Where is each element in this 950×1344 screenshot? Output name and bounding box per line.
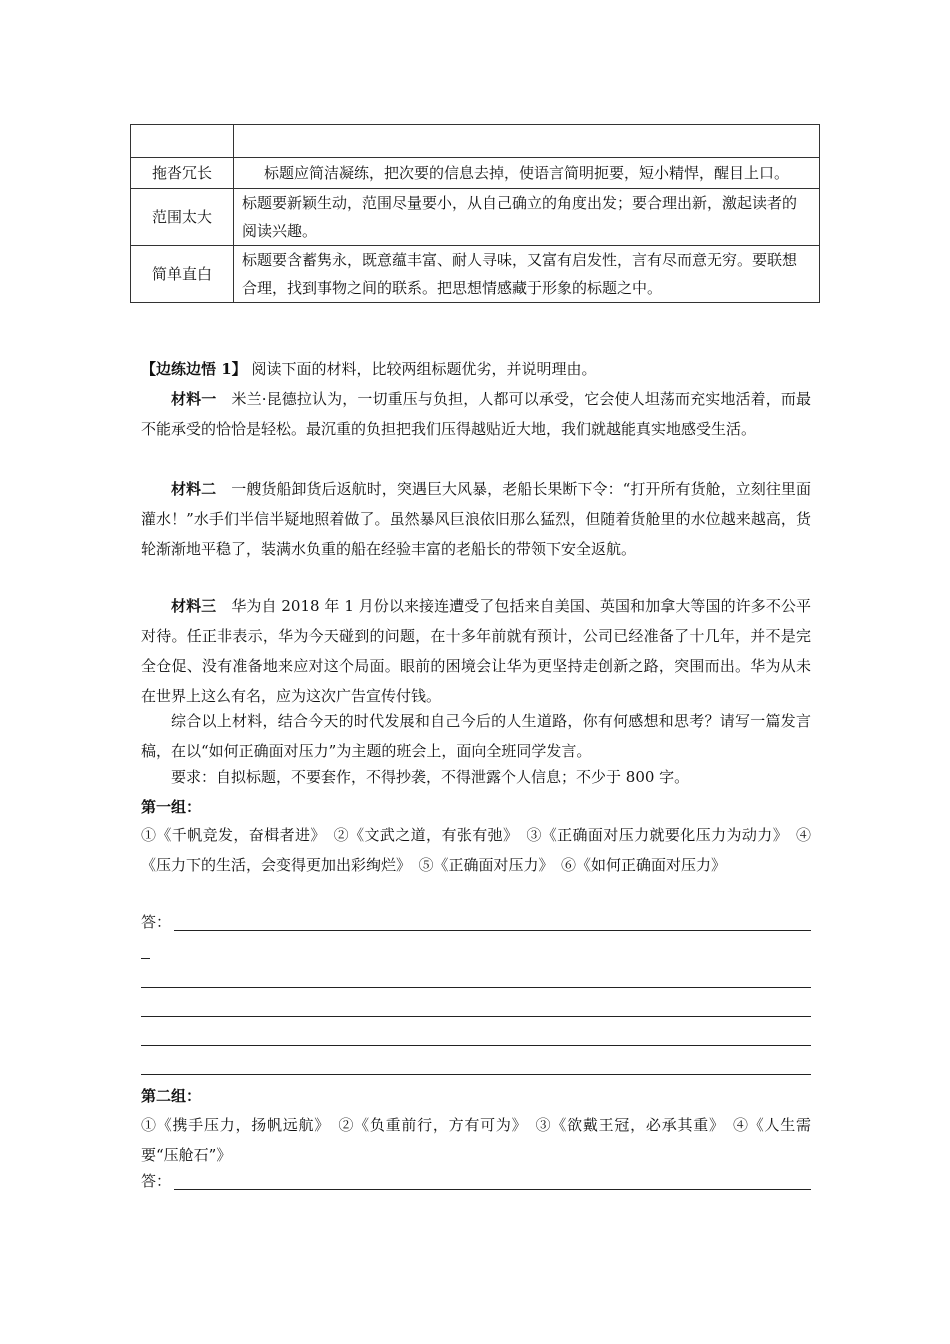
task-paragraph: 综合以上材料，结合今天的时代发展和自己今后的人生道路，你有何感想和思考？请写一篇发言稿，在以“如何正确面对压力”为主题的班会上，面向全班同学发言。 — [141, 712, 811, 760]
material-three — [141, 591, 811, 711]
table-header-cell — [131, 125, 234, 158]
table-row — [131, 158, 820, 189]
material-label: 材料二 — [171, 480, 217, 498]
material-text: 华为自 2018 年 1 月份以来接连遭受了包括来自美国、英国和加拿大等国的许多不公平对待。任正非表示，华为今天碰到的问题，在十多年前就有预计，公司已经准备了十几年，并不是完全仓促、没有准备地来应对这个局面。眼前的困境会让华为更坚持走创新之路，突围而出。华为从未在世界上这么有名，应为这次广告宣传付钱。 — [141, 597, 811, 705]
material-label: 材料一 — [171, 390, 217, 408]
table-row-value: 标题要含蓄隽永，既意蕴丰富、耐人寻味，又富有启发性，言有尽而意无穷。要联想合理，找到事物之间的联系。把思想情感藏于形象的标题之中。 — [234, 246, 820, 303]
material-two — [141, 474, 811, 564]
answer-label: 答： — [141, 1172, 172, 1190]
title-tips-table — [130, 124, 820, 303]
group-one-heading: 第一组： — [141, 798, 202, 816]
answer-one[interactable] — [141, 909, 811, 935]
material-one — [141, 384, 811, 444]
table-row-key: 拖沓冗长 — [131, 158, 234, 189]
answer-line[interactable] — [174, 1189, 811, 1190]
answer-two[interactable] — [141, 1168, 811, 1194]
group-two-titles: ①《携手压力，扬帆远航》 ②《负重前行，方有可为》 ③《欲戴王冠，必承其重》 ④《人生需要“压舱石”》 — [141, 1116, 811, 1164]
table-header-cell — [234, 125, 820, 158]
answer-line[interactable] — [141, 1045, 811, 1046]
answer-line[interactable] — [141, 1016, 811, 1017]
answer-line[interactable] — [141, 987, 811, 988]
table-row-value: 标题要新颖生动，范围尽量要小，从自己确立的角度出发；要合理出新，激起读者的阅读兴趣。 — [234, 189, 820, 246]
table-row-key: 范围太大 — [131, 189, 234, 246]
exercise-heading — [141, 354, 811, 384]
table-row — [131, 189, 820, 246]
material-label: 材料三 — [171, 597, 217, 615]
exercise-prompt: 阅读下面的材料，比较两组标题优劣，并说明理由。 — [251, 360, 597, 378]
table-row — [131, 246, 820, 303]
table-row-key: 简单直白 — [131, 246, 234, 303]
table-header-row — [131, 125, 820, 158]
material-text: 一艘货船卸货后返航时，突遇巨大风暴，老船长果断下令：“打开所有货舱，立刻往里面灌水！”水手们半信半疑地照着做了。虽然暴风巨浪依旧那么猛烈，但随着货舱里的水位越来越高，货轮渐渐地平稳了，装满水负重的船在经验丰富的老船长的带领下安全返航。 — [141, 480, 811, 558]
answer-line[interactable] — [141, 1074, 811, 1075]
exercise-tag: 【边练边悟 1】 — [141, 360, 247, 378]
requirement-paragraph: 要求：自拟标题，不要套作，不得抄袭，不得泄露个人信息；不少于 800 字。 — [171, 768, 690, 786]
answer-label: 答： — [141, 913, 172, 931]
material-text: 米兰·昆德拉认为，一切重压与负担，人都可以承受，它会使人坦荡而充实地活着，而最不能承受的恰恰是轻松。最沉重的负担把我们压得越贴近大地，我们就越能真实地感受生活。 — [141, 390, 811, 438]
answer-line-dash — [141, 958, 150, 959]
group-two-heading: 第二组： — [141, 1087, 202, 1105]
group-one-titles: ①《千帆竞发，奋楫者进》 ②《文武之道，有张有弛》 ③《正确面对压力就要化压力为动力》 ④《压力下的生活，会变得更加出彩绚烂》 ⑤《正确面对压力》 ⑥《如何正确面对压力》 — [141, 826, 811, 874]
answer-line[interactable] — [174, 930, 811, 931]
table-row-value: 标题应简洁凝练，把次要的信息去掉，使语言简明扼要，短小精悍，醒目上口。 — [234, 158, 820, 189]
